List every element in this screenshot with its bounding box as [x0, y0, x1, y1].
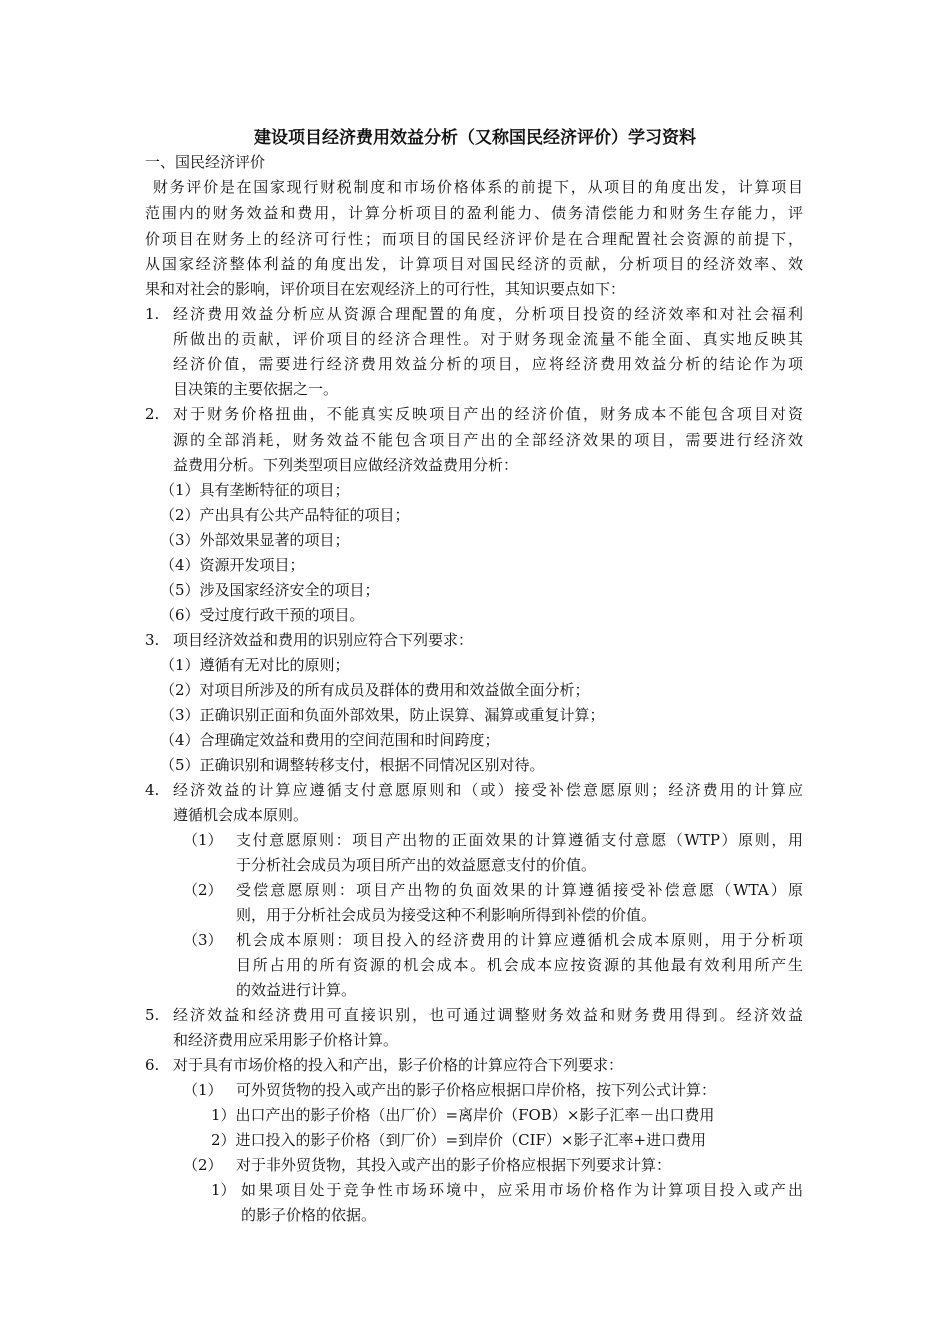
list-item-line: 益费用分析。下列类型项目应做经济效益费用分析： [173, 456, 519, 474]
sub-item: （6）受过度行政干预的项目。 [160, 606, 365, 624]
sub-item: （1）遵循有无对比的原则； [160, 656, 350, 674]
sub-item: （2）产出具有公共产品特征的项目； [160, 506, 410, 524]
sub-item: （1）具有垄断特征的项目； [160, 481, 350, 499]
list-item-line: 经济效益的计算应遵循支付意愿原则和（或）接受补偿意愿原则；经济费用的计算应 [173, 781, 803, 799]
list-item-line: 源的全部消耗，财务效益不能包含项目产出的全部经济效果的项目，需要进行经济效 [173, 431, 803, 449]
intro-line: 果和对社会的影响，评价项目在宏观经济上的可行性，其知识要点如下： [145, 280, 626, 298]
sub-item-line: 的效益进行计算。 [236, 981, 357, 999]
list-number: 2. [145, 405, 160, 423]
sub-item-line: 可外贸货物的投入或产出的影子价格应根据口岸价格，按下列公式计算： [236, 1081, 717, 1099]
sub-item-line: 于分析社会成员为项目所产出的效益愿意支付的价值。 [236, 856, 597, 874]
sub-sub-item-line: 如果项目处于竞争性市场环境中，应采用市场价格作为计算项目投入或产出 [241, 1181, 803, 1199]
list-item-line: 经济费用效益分析应从资源合理配置的角度，分析项目投资的经济效率和对社会福利 [173, 305, 803, 323]
sub-item-line: 受偿意愿原则：项目产出物的负面效果的计算遵循接受补偿意愿（WTA）原 [236, 881, 803, 899]
list-item-line: 经济价值，需要进行经济费用效益分析的项目，应将经济费用效益分析的结论作为项 [173, 355, 803, 373]
list-item-line: 经济效益和经济费用可直接识别，也可通过调整财务效益和财务费用得到。经济效益 [173, 1006, 803, 1024]
list-number: 3. [145, 631, 160, 649]
sub-number: （2） [183, 881, 223, 899]
list-number: 1. [145, 305, 160, 323]
sub-item: （5）正确识别和调整转移支付，根据不同情况区别对待。 [160, 756, 545, 774]
page-title: 建设项目经济费用效益分析（又称国民经济评价）学习资料 [254, 128, 696, 148]
list-item-line: 目决策的主要依据之一。 [173, 380, 339, 398]
list-item-line: 遵循机会成本原则。 [173, 806, 309, 824]
formula-line: 1）出口产出的影子价格（出厂价）=离岸价（FOB）×影子汇率－出口费用 [211, 1106, 715, 1124]
intro-line: 范围内的财务效益和费用，计算分析项目的盈利能力、债务清偿能力和财务生存能力，评 [145, 204, 803, 222]
list-number: 5. [145, 1006, 160, 1024]
section-heading: 一、国民经济评价 [145, 153, 266, 171]
sub-item-line: 则，用于分析社会成员为接受这种不利影响所得到补偿的价值。 [236, 906, 657, 924]
sub-item: （5）涉及国家经济安全的项目； [160, 581, 380, 599]
sub-item: （2）对项目所涉及的所有成员及群体的费用和效益做全面分析； [160, 681, 590, 699]
sub-number: （3） [183, 931, 223, 949]
sub-number: （1） [183, 1081, 223, 1099]
sub-item: （3）正确识别正面和负面外部效果，防止误算、漏算或重复计算； [160, 706, 605, 724]
list-item-line: 和经济费用应采用影子价格计算。 [173, 1031, 399, 1049]
intro-line: 从国家经济整体利益的角度出发，计算项目对国民经济的贡献，分析项目的经济效率、效 [145, 255, 803, 273]
list-item-line: 对于具有市场价格的投入和产出，影子价格的计算应符合下列要求： [173, 1056, 624, 1074]
list-number: 4. [145, 781, 160, 799]
sub-item-line: 对于非外贸货物，其投入或产出的影子价格应根据下列要求计算： [236, 1156, 672, 1174]
sub-item-line: 目所占用的所有资源的机会成本。机会成本应按资源的其他最有效利用所产生 [236, 956, 803, 974]
intro-line: 价项目在财务上的经济可行性；而项目的国民经济评价是在合理配置社会资源的前提下， [145, 230, 803, 248]
sub-number: （1） [183, 831, 223, 849]
intro-line: 财务评价是在国家现行财税制度和市场价格体系的前提下，从项目的角度出发，计算项目 [153, 178, 803, 196]
list-number: 6. [145, 1056, 160, 1074]
list-item-line: 所做出的贡献，评价项目的经济合理性。对于财务现金流量不能全面、真实地反映其 [173, 330, 803, 348]
list-item-line: 项目经济效益和费用的识别应符合下列要求： [173, 631, 474, 649]
sub-number: （2） [183, 1156, 223, 1174]
sub-sub-number: 1） [211, 1181, 236, 1199]
sub-item: （4）资源开发项目； [160, 556, 305, 574]
sub-item-line: 支付意愿原则：项目产出物的正面效果的计算遵循支付意愿（WTP）原则，用 [236, 831, 803, 849]
sub-sub-item-line: 的影子价格的依据。 [241, 1206, 377, 1224]
formula-line: 2）进口投入的影子价格（到厂价）=到岸价（CIF）×影子汇率+进口费用 [211, 1131, 707, 1149]
sub-item-line: 机会成本原则：项目投入的经济费用的计算应遵循机会成本原则，用于分析项 [236, 931, 803, 949]
sub-item: （4）合理确定效益和费用的空间范围和时间跨度； [160, 731, 500, 749]
list-item-line: 对于财务价格扭曲，不能真实反映项目产出的经济价值，财务成本不能包含项目对资 [173, 405, 803, 423]
sub-item: （3）外部效果显著的项目； [160, 531, 350, 549]
